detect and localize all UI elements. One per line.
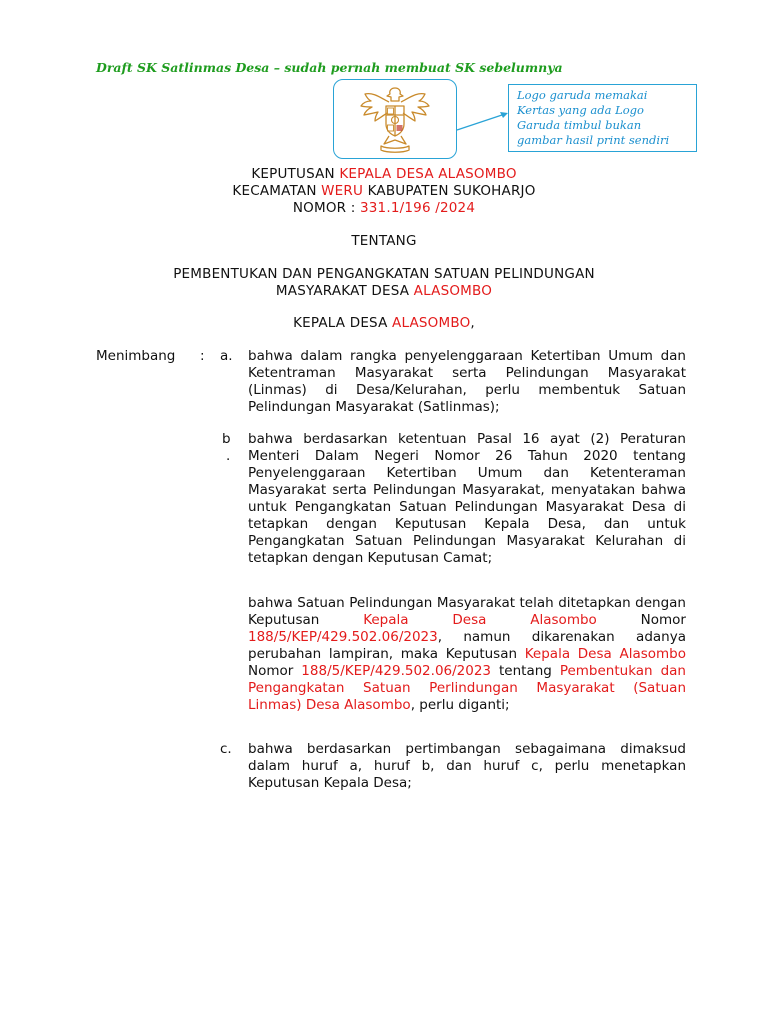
callout-line: Logo garuda memakai	[517, 88, 648, 102]
decree-subject	[0, 266, 768, 300]
item-letter-b: b	[222, 431, 231, 447]
callout-note	[508, 84, 697, 152]
garuda-emblem-icon	[351, 84, 439, 156]
callout-line: Kertas yang ada Logo	[517, 103, 644, 117]
consideration-a: bahwa dalam rangka penyelenggaraan Ketertiban Umum dan Ketentraman Masyarakat serta Pelindungan Masyarakat (Linmas) di Desa/Kelurahan, perlu membentuk Satuan Pelindungan Masyarakat (Satlinmas);	[248, 348, 686, 415]
menimbang-label: Menimbang	[96, 348, 176, 364]
draft-note: Draft SK Satlinmas Desa – sudah pernah membuat SK sebelumnya	[96, 60, 563, 75]
decree-title-line-1: KEPUTUSAN KEPALA DESA ALASOMBO	[251, 166, 517, 182]
consideration-c: bahwa berdasarkan pertimbangan sebagaimana dimaksud dalam huruf a, huruf b, dan huruf c, perlu menetapkan Keputusan Kepala Desa;	[248, 741, 686, 791]
item-letter-c: c.	[220, 741, 232, 757]
tentang-heading: TENTANG	[351, 233, 417, 249]
callout-line: gambar hasil print sendiri	[517, 133, 670, 147]
consideration-b: bahwa berdasarkan ketentuan Pasal 16 ayat (2) Peraturan Menteri Dalam Negeri Nomor 26 Tahun 2020 tentang Penyelenggaraan Ketertiban Umum dan Ketenteraman Masyarakat serta Pelindungan Masyarakat, menyatakan bahwa untuk Pengangkatan Satuan Pelindungan Masyarakat Desa di tetapkan dengan Keputusan Kepala Desa, dan untuk Pengangkatan Satuan Pelindungan Masyarakat Kelurahan di tetapkan dengan Keputusan Camat;	[248, 431, 686, 566]
garuda-logo-frame	[333, 79, 457, 159]
menimbang-colon: :	[200, 348, 205, 364]
item-letter-b-dot: .	[226, 448, 231, 464]
decree-subject-line-2: MASYARAKAT DESA ALASOMBO	[275, 283, 493, 299]
decree-title	[0, 166, 768, 217]
callout-arrow-icon	[455, 108, 511, 132]
item-letter-a: a.	[220, 348, 233, 364]
decree-subject-line-1: PEMBENTUKAN DAN PENGANGKATAN SATUAN PELINDUNGAN	[173, 266, 595, 282]
callout-line: Garuda timbul bukan	[517, 118, 642, 132]
consideration-b-continued: bahwa Satuan Pelindungan Masyarakat telah ditetapkan dengan Keputusan Kepala Desa Alasombo Nomor 188/5/KEP/429.502.06/2023, namun dikarenakan adanya perubahan lampiran, maka Keputusan Kepala Desa Alasombo Nomor 188/5/KEP/429.502.06/2023 tentang Pembentukan dan Pengangkatan Satuan Perlindungan Masyarakat (Satuan Linmas) Desa Alasombo, perlu diganti;	[248, 595, 686, 713]
decree-number: NOMOR : 331.1/196 /2024	[292, 200, 476, 216]
issuer-line: KEPALA DESA ALASOMBO,	[293, 315, 475, 331]
decree-title-line-2: KECAMATAN WERU KABUPATEN SUKOHARJO	[232, 183, 536, 199]
